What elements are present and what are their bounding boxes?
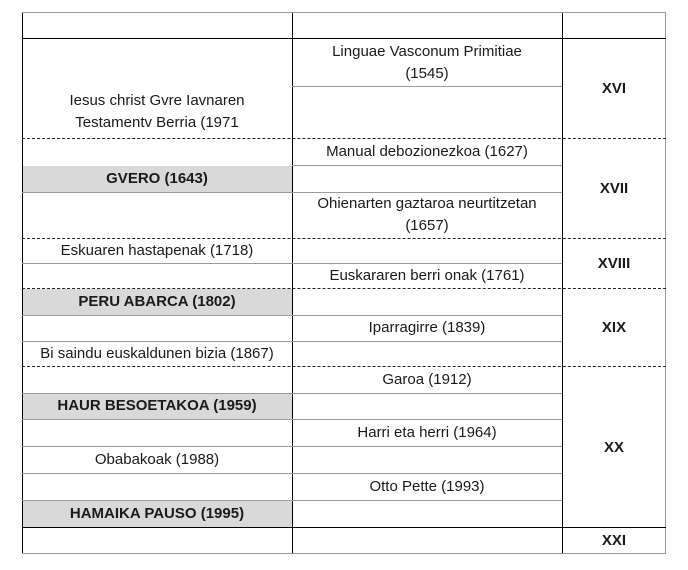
century-label: XVIII	[597, 255, 631, 272]
century-label: XX	[603, 438, 624, 456]
table-border-right	[665, 12, 666, 553]
left-cell: Iesus christ Gvre Iavnaren Testamentv Berria (1971	[69, 92, 245, 131]
middle-cell: Manual debozionezkoa (1627)	[326, 143, 528, 160]
left-cell: PERU ABARCA (1802)	[78, 293, 236, 310]
middle-cell: Otto Pette (1993)	[369, 477, 485, 495]
middle-cell: Linguae Vasconum Primitiae (1545)	[332, 42, 522, 82]
left-cell: Bi saindu euskaldunen bizia (1867)	[40, 345, 274, 362]
century-label: XIX	[601, 319, 627, 336]
table-border-top	[22, 12, 666, 13]
table-border-bottom	[22, 553, 666, 554]
left-cell: Obabakoak (1988)	[94, 450, 220, 468]
left-cell: HAMAIKA PAUSO (1995)	[69, 505, 245, 522]
middle-cell: Harri eta herri (1964)	[357, 423, 497, 441]
century-label: XVI	[601, 80, 627, 97]
middle-cell: Iparragirre (1839)	[368, 319, 486, 336]
century-label: XVII	[599, 180, 629, 197]
middle-cell: Euskararen berri onak (1761)	[329, 267, 525, 284]
left-cell: GVERO (1643)	[106, 170, 208, 187]
middle-cell: Garoa (1912)	[382, 371, 472, 388]
row-divider	[292, 165, 562, 166]
century-label: XXI	[601, 532, 627, 549]
middle-cell: Ohienarten gaztaroa neurtitzetan (1657)	[317, 195, 537, 234]
left-cell: HAUR BESOETAKOA (1959)	[57, 397, 257, 414]
row-divider	[292, 86, 562, 87]
left-cell: Eskuaren hastapenak (1718)	[60, 241, 254, 259]
